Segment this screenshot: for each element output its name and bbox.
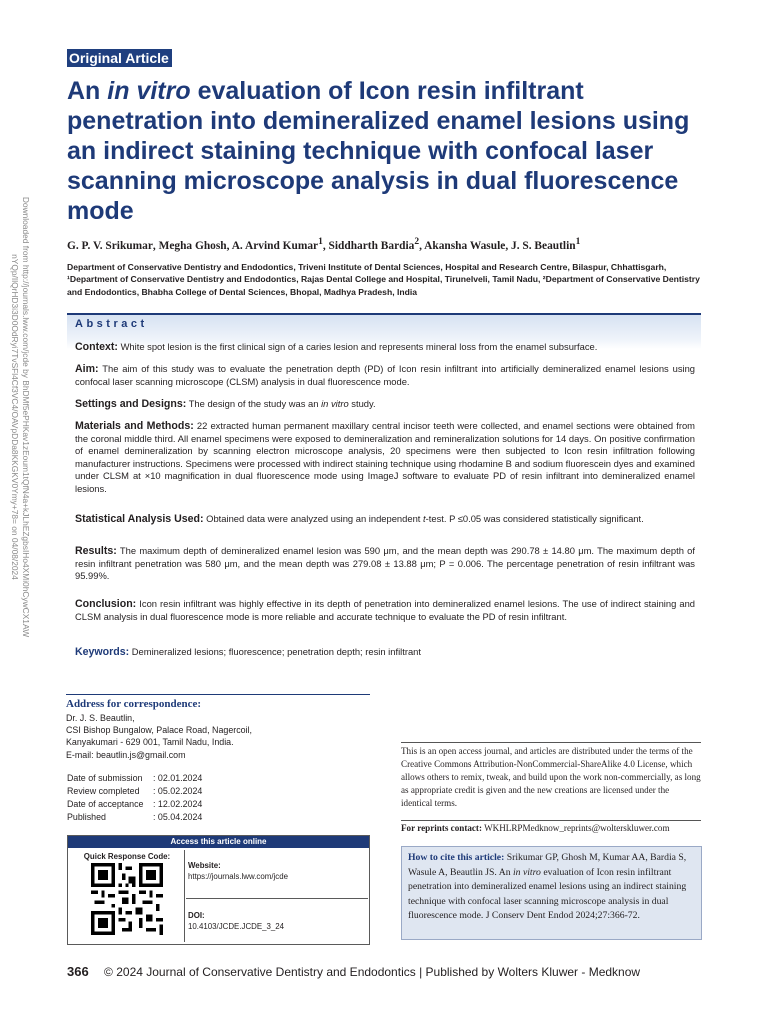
keywords-text: Demineralized lesions; fluorescence; penetration depth; resin infiltrant <box>131 646 422 657</box>
qr-label: Quick Response Code: <box>83 852 171 861</box>
methods-text: 22 extracted human permanent maxillary central incisor teeth were collected, and enamel sections were obtained from the coronal middle third. All enamel specimens were exposed to demineralization and remineralization solutions for 14 days. On positive confirmation of enamel demineralization by scanning electron microscope analysis, 20 specimens were then subjected to Icon resin infiltration following manufacturer instructions. Specimens were processed with indirect staining technique using rhodamine B and sodium fluorescein dyes and examined under CLSM at ×10 magnification in dual fluorescence mode using ImageJ software to evaluate PD of resin infiltrant into demineralized enamel lesions. <box>75 420 695 494</box>
access-divider <box>186 898 368 899</box>
date-row: Review completed : 05.02.2024 <box>67 786 203 796</box>
date-row: Date of submission : 02.01.2024 <box>67 773 203 783</box>
author: A. Arvind Kumar$^1$, <box>231 237 329 252</box>
abstract-statistics: Statistical Analysis Used: Obtained data were analyzed using an independent t-test. P ≤0.05 was considered statistically significant. <box>75 513 644 525</box>
author: G. P. V. Srikumar, <box>67 239 159 252</box>
abstract-settings: Settings and Designs: The design of the study was an in vitro study. <box>75 398 376 410</box>
download-notice <box>0 47 31 787</box>
aim-label: Aim: <box>75 363 99 375</box>
author: Siddharth Bardia$^2$, <box>328 237 425 252</box>
date-row: Published : 05.04.2024 <box>67 812 203 822</box>
page-number: 366 <box>67 964 89 979</box>
abstract-aim <box>75 363 695 388</box>
author-list <box>67 237 707 252</box>
license-notice: This is an open access journal, and articles are distributed under the terms of the Creative Commons Attribution-NonCommercial-ShareAlike 4.0 License, which allows others to remix, tweak, and build upon the work non-commercially, as long as appropriate credit is given and the new creations are licensed under the identical terms. <box>401 742 701 810</box>
title-pre: An <box>67 77 108 105</box>
page-footer <box>67 964 707 979</box>
website-block <box>188 860 288 882</box>
doi-link[interactable]: 10.4103/JCDE.JCDE_3_24 <box>188 922 285 931</box>
affiliations: Department of Conservative Dentistry and Endodontics, Triveni Institute of Dental Sciences, Hospital and Research Centre, Bilaspur, Chhattisgarh, ¹Department of Conservative Dentistry and Endodontics, Rajas Dental College and Hospital, Tirunelveli, Tamil Nadu, ²Department of Conservative Dentistry and Endodontics, Bhabha College of Dental Sciences, Bhopal, Madhya Pradesh, India <box>67 262 700 297</box>
doi-block <box>188 910 284 932</box>
article-type-badge: Original Article <box>67 49 172 67</box>
website-label: Website: <box>188 861 221 870</box>
results-label: Results: <box>75 545 117 557</box>
abstract-results <box>75 545 695 583</box>
stats-label: Statistical Analysis Used: <box>75 513 204 525</box>
abstract-methods <box>75 420 695 496</box>
reprints-contact <box>401 820 701 833</box>
conclusion-text: Icon resin infiltrant was highly effective in its depth of penetration into demineralized enamel lesions. The use of indirect staining and CLSM analysis in dual fluorescence mode is more reliable and accurate technique to evaluate the PD of resin infiltrant. <box>75 598 695 622</box>
aim-text: The aim of this study was to evaluate the penetration depth (PD) of Icon resin infiltrant into artificially demineralized enamel lesions using confocal laser scanning microscope (CLSM) analysis in dual fluorescence mode. <box>75 363 696 387</box>
context-label: Context: <box>75 341 118 353</box>
doi-label: DOI: <box>188 911 205 920</box>
keywords-label: Keywords: <box>75 646 130 658</box>
author: Akansha Wasule, <box>424 239 512 252</box>
abstract-keywords <box>75 646 695 659</box>
title-italic: in vitro <box>107 77 191 105</box>
cite-label: How to cite this article: <box>408 852 505 863</box>
reprints-label: For reprints contact: <box>401 823 482 833</box>
author: Megha Ghosh, <box>158 239 232 252</box>
abstract-heading: Abstract <box>75 318 148 330</box>
context-text: White spot lesion is the first clinical sign of a caries lesion and represents mineral loss from the enamel subsurface. <box>120 341 598 352</box>
article-title <box>67 76 707 226</box>
access-online-box <box>67 835 370 945</box>
citation-box: How to cite this article: Srikumar GP, Ghosh M, Kumar AA, Bardia S, Wasule A, Beautlin JS. An in vitro evaluation of Icon resin infiltrant penetration into demineralized enamel lesions using an indirect staining technique with confocal laser scanning microscope analysis in dual fluorescence mode. J Conserv Dent Endod 2024;27:366-72. <box>401 846 702 940</box>
author: J. S. Beautlin$^1$ <box>511 237 581 252</box>
download-notice-line-2: nYQp/IlQrHD3i3D0OdRyi7TvSFl4Cf3VC4/OAVpDDa8KKGKV0Ymy+78= on 04/08/2024 <box>10 254 20 580</box>
results-text: The maximum depth of demineralized enamel lesion was 590 μm, and the mean depth was 290.78 ± 14.80 μm. The maximum depth of resin infiltrant penetration was 580 μm, and the mean depth was 279.08 ± 13.88 μm; P = 0.006. The percentage penetration of resin infiltrant was 95.99%. <box>75 545 696 582</box>
abstract-context <box>75 341 695 354</box>
correspondence-line: Dr. J. S. Beautlin, <box>66 713 135 723</box>
title-post: evaluation of Icon resin infiltrant penetration into demineralized enamel lesions using an indirect staining technique with confocal laser scanning microscope analysis in dual fluorescence mode <box>67 77 690 225</box>
access-heading: Access this article online <box>68 836 369 848</box>
correspondence <box>66 694 370 761</box>
reprints-email[interactable]: WKHLRPMedknow_reprints@wolterskluwer.com <box>484 823 670 833</box>
correspondence-line: Kanyakumari - 629 001, Tamil Nadu, India. <box>66 737 234 748</box>
qr-cell <box>70 850 185 942</box>
abstract-conclusion <box>75 598 695 623</box>
qr-code-icon[interactable] <box>91 863 163 935</box>
correspondence-heading: Address for correspondence: <box>66 698 202 710</box>
date-row: Date of acceptance : 12.02.2024 <box>67 799 203 809</box>
download-notice-line-1: Downloaded from http://journals.lww.com/jcde by BhDMf5ePHKav1zEoum1tQfN4a+kJLhEZgbsIHo4XMi0hCywCX1AW <box>21 196 31 638</box>
footer-text: © 2024 Journal of Conservative Dentistry and Endodontics | Published by Wolters Kluwer - Medknow <box>104 965 641 979</box>
correspondence-email[interactable]: E-mail: beautlin.js@gmail.com <box>66 749 186 760</box>
website-link[interactable]: https://journals.lww.com/jcde <box>188 872 288 881</box>
settings-label: Settings and Designs: <box>75 398 187 410</box>
methods-label: Materials and Methods: <box>75 420 194 432</box>
conclusion-label: Conclusion: <box>75 598 137 610</box>
correspondence-line: CSI Bishop Bungalow, Palace Road, Nagercoil, <box>66 725 252 736</box>
article-dates <box>67 772 202 824</box>
